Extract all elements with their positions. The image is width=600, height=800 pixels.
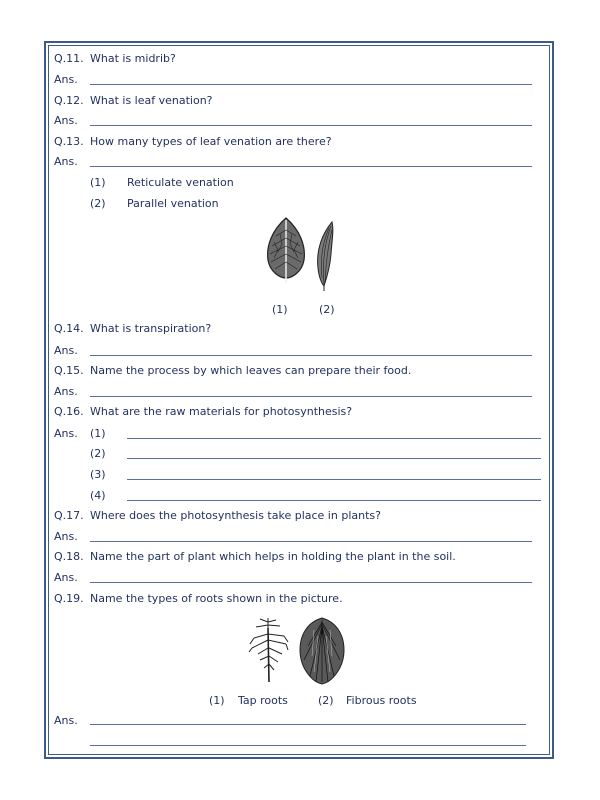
question-text: What is midrib? (90, 52, 176, 65)
root-caption-number: (2) (318, 694, 334, 707)
question-number: Q.11. (54, 52, 84, 65)
answer-line[interactable] (127, 438, 541, 439)
answer-label: Ans. (54, 530, 78, 543)
answer-line[interactable] (127, 500, 541, 501)
root-caption-number: (1) (209, 694, 225, 707)
option-number: (1) (90, 176, 106, 189)
answer-label: Ans. (54, 73, 78, 86)
answer-line[interactable] (90, 541, 532, 542)
answer-line[interactable] (90, 166, 532, 167)
answer-line[interactable] (90, 125, 532, 126)
answer-label: Ans. (54, 155, 78, 168)
option-text: Reticulate venation (127, 176, 234, 189)
root-caption-text: Fibrous roots (346, 694, 417, 707)
question-number: Q.12. (54, 94, 84, 107)
question-text: How many types of leaf venation are there? (90, 135, 332, 148)
question-text: Name the types of roots shown in the picture. (90, 592, 343, 605)
reticulate-leaf-icon (262, 216, 310, 282)
list-number: (3) (90, 468, 106, 481)
question-text: Name the part of plant which helps in holding the plant in the soil. (90, 550, 456, 563)
question-text: Name the process by which leaves can prepare their food. (90, 364, 412, 377)
parallel-leaf-icon (312, 220, 336, 292)
answer-label: Ans. (54, 571, 78, 584)
question-number: Q.18. (54, 550, 84, 563)
answer-line[interactable] (90, 84, 532, 85)
answer-label: Ans. (54, 714, 78, 727)
question-text: Where does the photosynthesis take place in plants? (90, 509, 381, 522)
question-text: What is transpiration? (90, 322, 212, 335)
question-text: What are the raw materials for photosynthesis? (90, 405, 353, 418)
question-number: Q.16. (54, 405, 84, 418)
question-number: Q.19. (54, 592, 84, 605)
answer-line[interactable] (127, 458, 541, 459)
answer-line[interactable] (127, 479, 541, 480)
answer-label: Ans. (54, 385, 78, 398)
option-text: Parallel venation (127, 197, 219, 210)
leaf-caption: (2) (319, 303, 335, 316)
question-number: Q.15. (54, 364, 84, 377)
answer-line[interactable] (90, 745, 526, 746)
answer-line[interactable] (90, 582, 532, 583)
tap-root-icon (246, 618, 290, 684)
question-number: Q.17. (54, 509, 84, 522)
option-number: (2) (90, 197, 106, 210)
answer-line[interactable] (90, 396, 532, 397)
leaf-caption: (1) (272, 303, 288, 316)
fibrous-root-icon (294, 616, 350, 686)
question-text: What is leaf venation? (90, 94, 213, 107)
answer-line[interactable] (90, 355, 532, 356)
answer-line[interactable] (90, 724, 526, 725)
list-number: (1) (90, 427, 106, 440)
list-number: (4) (90, 489, 106, 502)
answer-label: Ans. (54, 344, 78, 357)
root-caption-text: Tap roots (238, 694, 288, 707)
answer-label: Ans. (54, 114, 78, 127)
question-number: Q.13. (54, 135, 84, 148)
list-number: (2) (90, 447, 106, 460)
answer-label: Ans. (54, 427, 78, 440)
question-number: Q.14. (54, 322, 84, 335)
